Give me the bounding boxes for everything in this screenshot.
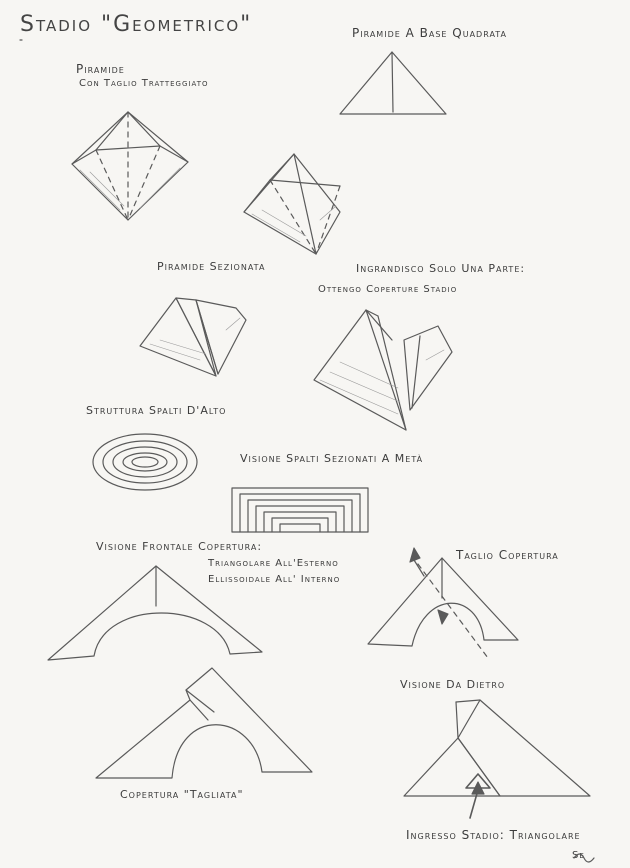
front-roof-drawing	[48, 566, 262, 660]
label-struttura-spalti: Struttura Spalti D'Alto	[86, 404, 227, 417]
label-copertura-tagliata: Copertura "Tagliata"	[120, 788, 244, 801]
stands-top-view-drawing	[93, 434, 197, 490]
label-triangolare-esterno: Triangolare All'Esterno	[208, 558, 339, 569]
label-ingrandisco: Ingrandisco Solo Una Parte:	[356, 262, 526, 275]
square-pyramid-drawing	[340, 52, 446, 114]
label-piramide: Piramide	[76, 62, 125, 76]
label-visione-frontale: Visione Frontale Copertura:	[96, 540, 263, 553]
cut-roof-drawing	[96, 668, 312, 778]
signature: Se	[572, 850, 585, 861]
label-ellissoidale-interno: Ellissoidale All' Interno	[208, 574, 341, 585]
enlarged-roof-drawing	[314, 310, 452, 430]
signature-scribble	[574, 854, 594, 862]
label-visione-spalti: Visione Spalti Sezionati A Metà	[240, 452, 424, 465]
dashed-cut-pyramid-drawing	[72, 112, 188, 220]
section-pieces-drawing	[140, 298, 246, 376]
label-piramide-sezionata: Piramide Sezionata	[157, 260, 266, 273]
sectioned-pyramid-drawing	[244, 154, 340, 254]
label-visione-da-dietro: Visione Da Dietro	[400, 678, 506, 691]
back-view-drawing	[404, 700, 590, 818]
label-taglio-copertura: Taglio Copertura	[456, 548, 559, 562]
label-ingresso-stadio: Ingresso Stadio: Triangolare	[406, 828, 581, 842]
label-piramide-base-quadrata: Piramide A Base Quadrata	[352, 26, 508, 40]
label-ottengo-coperture: Ottengo Coperture Stadio	[318, 284, 458, 295]
label-con-taglio-tratteggiato: Con Taglio Tratteggiato	[79, 78, 209, 89]
stands-half-section-drawing	[232, 488, 368, 532]
page-title: Stadio "Geometrico"	[20, 12, 253, 37]
roof-cut-drawing	[368, 548, 518, 658]
